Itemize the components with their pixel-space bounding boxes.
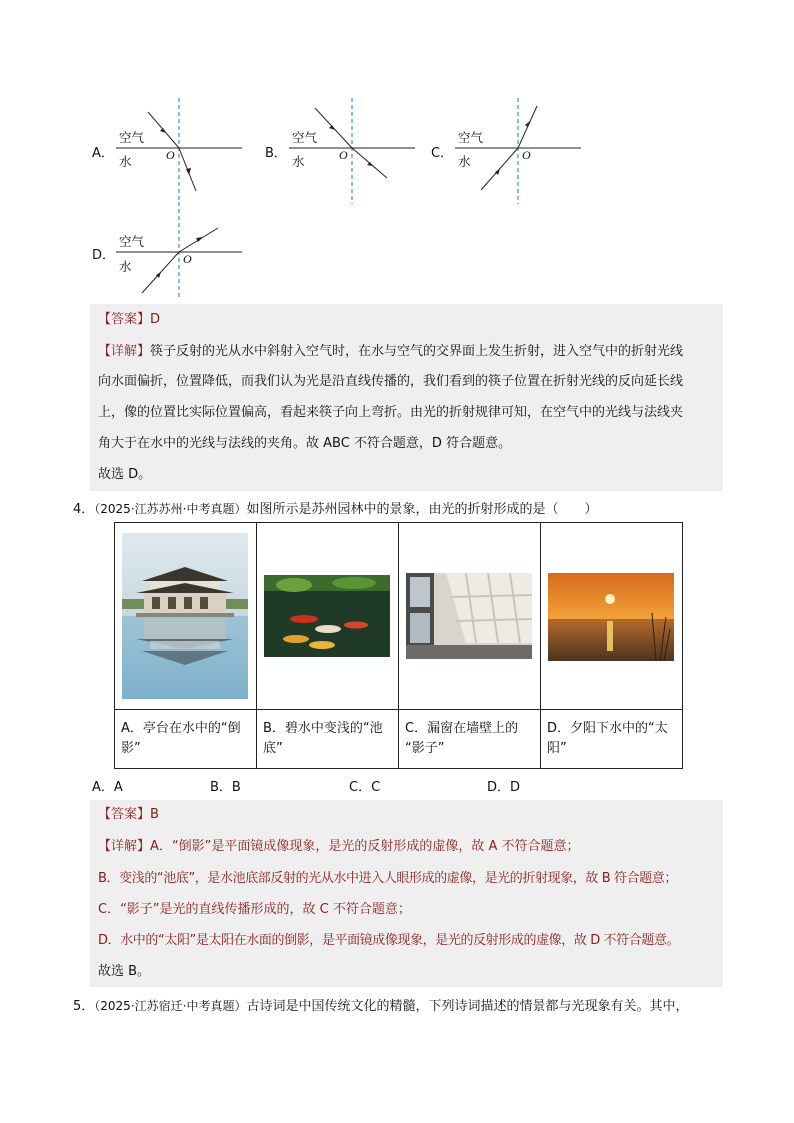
diagram-b-svg bbox=[263, 96, 433, 206]
option-a-line1: A．亭台在水中的“倒 bbox=[121, 721, 241, 736]
detail-tag: 【详解】 bbox=[98, 344, 151, 359]
answer-line bbox=[98, 310, 717, 330]
question-source: （2025·江苏宿迁·中考真题） bbox=[94, 999, 247, 1013]
answer-value: D bbox=[150, 312, 161, 327]
answer-tag: 【答案】 bbox=[98, 312, 151, 327]
question-4-stem bbox=[73, 498, 597, 517]
detail-line-1 bbox=[98, 837, 717, 857]
question-text: 如图所示是苏州园林中的景象，由光的折射形成的是（ ） bbox=[246, 502, 598, 517]
diagram-c-origin: O bbox=[522, 148, 531, 162]
option-d-line2: 阳” bbox=[547, 741, 567, 756]
option-b-image-cell bbox=[257, 523, 399, 710]
detail-line-1 bbox=[98, 342, 717, 362]
diagram-a-label: A． bbox=[92, 146, 114, 161]
option-c-image-cell bbox=[399, 523, 541, 710]
diagram-b-air: 空气 bbox=[292, 130, 318, 145]
option-a-line2: 影” bbox=[121, 741, 141, 756]
detail-line-2: 向水面偏折，位置降低，而我们认为光是沿直线传播的，我们看到的筷子位置在折射光线的反向延长线 bbox=[98, 374, 684, 389]
diagram-b bbox=[263, 96, 433, 206]
option-c-line2: “影子” bbox=[405, 741, 445, 756]
choice-a[interactable]: A．A bbox=[92, 780, 123, 795]
question-text: 古诗词是中国传统文化的精髓，下列诗词描述的情景都与光现象有关。其中， bbox=[246, 999, 689, 1014]
diagram-c-air: 空气 bbox=[458, 130, 484, 145]
detail-line-4: 角大于在水中的光线与法线的夹角。故 ABC 不符合题意，D 符合题意。 bbox=[98, 436, 512, 451]
option-a-text bbox=[115, 710, 257, 769]
diagram-d-label: D． bbox=[92, 248, 116, 263]
detail-text: 筷子反射的光从水中斜射入空气时，在水与空气的交界面上发生折射，进入空气中的折射光线 bbox=[150, 344, 684, 359]
question-source: （2025·江苏苏州·中考真题） bbox=[94, 502, 247, 516]
diagram-c-svg bbox=[429, 96, 599, 206]
diagram-a-svg bbox=[90, 96, 260, 206]
option-c-line1: C．漏窗在墙壁上的 bbox=[405, 721, 519, 736]
diagram-b-label: B． bbox=[265, 146, 287, 161]
answer-line bbox=[98, 805, 717, 825]
option-b-line2: 底” bbox=[263, 741, 283, 756]
answer-value: B bbox=[150, 807, 159, 822]
choice-b[interactable]: B．B bbox=[210, 780, 241, 795]
answer-box-q3 bbox=[90, 304, 723, 491]
diagram-a bbox=[90, 96, 260, 206]
option-c-text bbox=[399, 710, 541, 769]
diagram-c-water: 水 bbox=[458, 154, 471, 169]
option-b-text bbox=[257, 710, 399, 769]
conclusion: 故选 B。 bbox=[98, 964, 151, 979]
sunset-water-photo bbox=[548, 573, 674, 661]
diagram-a-origin: O bbox=[166, 148, 175, 162]
diagram-d-origin: O bbox=[183, 252, 192, 266]
diagram-b-water: 水 bbox=[292, 154, 305, 169]
detail-line-3: C．“影子”是光的直线传播形成的，故 C 不符合题意； bbox=[98, 902, 411, 917]
detail-line-3: 上，像的位置比实际位置偏高，看起来筷子向上弯折。由光的折射规律可知，在空气中的光线与法线夹 bbox=[98, 405, 684, 420]
conclusion: 故选 D。 bbox=[98, 467, 152, 482]
diagram-a-air: 空气 bbox=[119, 130, 145, 145]
diagram-b-origin: O bbox=[339, 148, 348, 162]
diagram-d-svg bbox=[90, 200, 260, 310]
answer-tag: 【答案】 bbox=[98, 807, 151, 822]
option-a-image-cell bbox=[115, 523, 257, 710]
option-d-line1: D．夕阳下水中的“太 bbox=[547, 721, 668, 736]
detail-tag: 【详解】 bbox=[98, 839, 151, 854]
diagram-c-label: C． bbox=[431, 146, 454, 161]
diagram-c bbox=[429, 96, 599, 206]
diagram-d bbox=[90, 200, 260, 310]
question-5-stem bbox=[73, 995, 688, 1014]
detail-line-4: D．水中的“太阳”是太阳在水面的倒影，是平面镜成像现象，是光的反射形成的虚像，故 D 不符合题意。 bbox=[98, 933, 680, 948]
detail-text: A．“倒影”是平面镜成像现象，是光的反射形成的虚像，故 A 不符合题意； bbox=[150, 839, 580, 854]
diagram-a-water: 水 bbox=[119, 154, 132, 169]
detail-line-2: B．变浅的“池底”，是水池底部反射的光从水中进入人眼形成的虚像，是光的折射现象，故 B 符合题意； bbox=[98, 871, 677, 886]
pavilion-reflection-photo bbox=[122, 533, 248, 699]
option-d-image-cell bbox=[541, 523, 683, 710]
choice-d[interactable]: D．D bbox=[487, 780, 521, 795]
diagram-d-water: 水 bbox=[119, 259, 132, 274]
answer-box-q4 bbox=[90, 800, 723, 987]
koi-pond-photo bbox=[264, 575, 390, 657]
window-shadow-photo bbox=[406, 573, 532, 659]
options-table bbox=[114, 522, 683, 769]
option-b-line1: B．碧水中变浅的“池 bbox=[263, 721, 383, 736]
question-number: 5． bbox=[73, 999, 95, 1014]
choice-c[interactable]: C．C bbox=[349, 780, 381, 795]
option-d-text bbox=[541, 710, 683, 769]
diagram-d-air: 空气 bbox=[119, 234, 145, 249]
question-number: 4． bbox=[73, 502, 95, 517]
